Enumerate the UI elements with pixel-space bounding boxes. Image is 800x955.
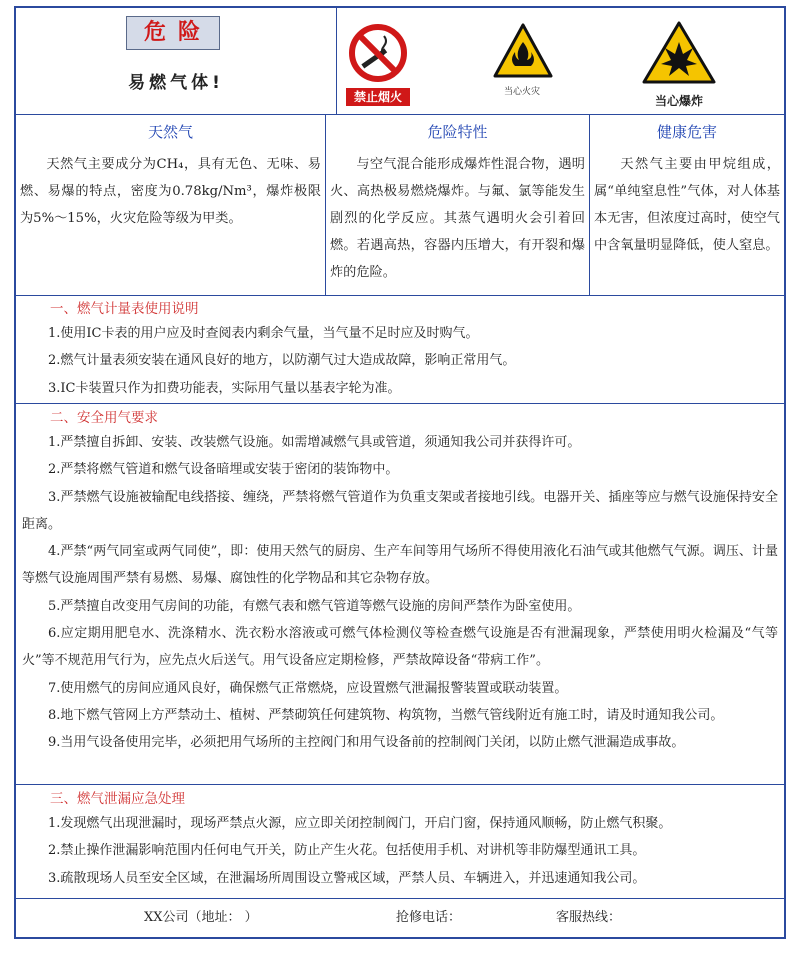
gas-info-column [16, 115, 326, 295]
health-column [590, 115, 784, 295]
list-item: 2.禁止操作泄漏影响范围内任何电气开关，防止产生火花。包括使用手机、对讲机等非防爆型通讯工具。 [48, 843, 646, 859]
list-item: 9.当用气设备使用完毕，必须把用气场所的主控阀门和用气设备前的控制阀门关闭，以防止燃气泄漏造成事故。 [48, 735, 685, 751]
fire-warning-icon [492, 22, 554, 80]
list-item: 3.严禁燃气设施被输配电线搭接、缠绕，严禁将燃气管道作为负重支架或者接地引线。电器开关、插座等应与燃气设施保持安全距离。 [22, 489, 778, 532]
list-item: 2.严禁将燃气管道和燃气设备暗埋或安装于密闭的装饰物中。 [48, 462, 399, 478]
section-title: 三、燃气泄漏应急处理 [50, 791, 185, 807]
no-smoking-label: 禁止烟火 [346, 88, 410, 106]
section-title: 一、燃气计量表使用说明 [50, 301, 199, 317]
list-item: 1.发现燃气出现泄漏时，现场严禁点火源，应立即关闭控制阀门，开启门窗，保持通风顺畅，防止燃气积聚。 [48, 816, 672, 831]
fire-caution-label: 当心火灾 [503, 87, 540, 97]
list-item: 6.应定期用肥皂水、洗涤精水、洗衣粉水溶液或可燃气体检测仪等检查燃气设施是否有泄漏现象，严禁使用明火检漏及“气等火”等不规范用气行为，应先点火后送气。用气设备应定期检修，严禁故障设备“带病工作”。 [22, 626, 778, 669]
hazard-title: 危险特性 [427, 123, 488, 141]
explosion-warning-icon [641, 20, 717, 86]
danger-label: 危险 [126, 16, 220, 50]
leak-emergency-section [16, 786, 784, 899]
list-item: 3.IC卡装置只作为扣费功能表，实际用气量以基表字轮为准。 [48, 380, 401, 396]
hazard-column [326, 115, 590, 295]
list-item: 3.疏散现场人员至安全区域，在泄漏场所周围设立警戒区域，严禁人员、车辆进入，并迅速通知我公司。 [48, 870, 646, 886]
list-item: 1.使用IC卡表的用户应及时查阅表内剩余气量，当气量不足时应及时购气。 [48, 326, 479, 341]
explosion-caution-label: 当心爆炸 [654, 94, 703, 108]
health-description: 天然气主要由甲烷组成，属“单纯窒息性”气体，对人体基本无害，但浓度过高时，使空气中含氧量明显降低，使人窒息。 [594, 157, 780, 253]
list-item: 1.严禁擅自拆卸、安装、改装燃气设施。如需增减燃气具或管道，须通知我公司并获得许可。 [48, 435, 581, 450]
list-item: 8.地下燃气管网上方严禁动土、植树、严禁砌筑任何建筑物、构筑物，当燃气管线附近有施工时，请及时通知我公司。 [48, 707, 724, 723]
gas-title: 天然气 [147, 123, 193, 141]
safety-requirements-section [16, 405, 784, 785]
meter-instructions-section [16, 296, 784, 404]
safety-notice-sheet [14, 6, 786, 939]
flammable-gas-label: 易燃气体! [128, 73, 224, 93]
header [16, 8, 784, 115]
footer [16, 900, 784, 936]
list-item: 4.严禁“两气同室或两气同使”，即：使用天然气的厨房、生产车间等用气场所不得使用液化石油气或其他燃气气源。调压、计量等燃气设施周围严禁有易燃、易爆、腐蚀性的化学物品和其它杂物存放。 [22, 544, 778, 587]
list-item: 7.使用燃气的房间应通风良好，确保燃气正常燃烧，应设置燃气泄漏报警装置或联动装置。 [48, 680, 568, 696]
section-title: 二、安全用气要求 [50, 410, 158, 426]
list-item: 5.严禁擅自改变用气房间的功能，有燃气表和燃气管道等燃气设施的房间严禁作为卧室使用。 [48, 598, 581, 614]
gas-info-table [16, 115, 784, 296]
repair-phone: 抢修电话： [396, 910, 462, 925]
no-smoking-icon [346, 20, 410, 86]
hazard-description: 与空气混合能形成爆炸性混合物，遇明火、高热极易燃烧爆炸。与氟、氯等能发生剧烈的化学反应。其蒸气遇明火会引着回燃。若遇高热，容器内压增大，有开裂和爆炸的危险。 [330, 157, 585, 280]
company-address: XX公司（地址： ） [144, 910, 258, 925]
list-item: 2.燃气计量表须安装在通风良好的地方，以防潮气过大造成故障，影响正常用气。 [48, 353, 516, 369]
service-phone: 客服热线： [556, 910, 622, 925]
header-warning-area [16, 8, 337, 114]
gas-description: 天然气主要成分为CH₄，具有无色、无味、易燃、易爆的特点，密度为0.78kg/Nm³，爆炸极限为5%～15%，火灾危险等级为甲类。 [20, 157, 321, 226]
health-title: 健康危害 [656, 123, 717, 141]
